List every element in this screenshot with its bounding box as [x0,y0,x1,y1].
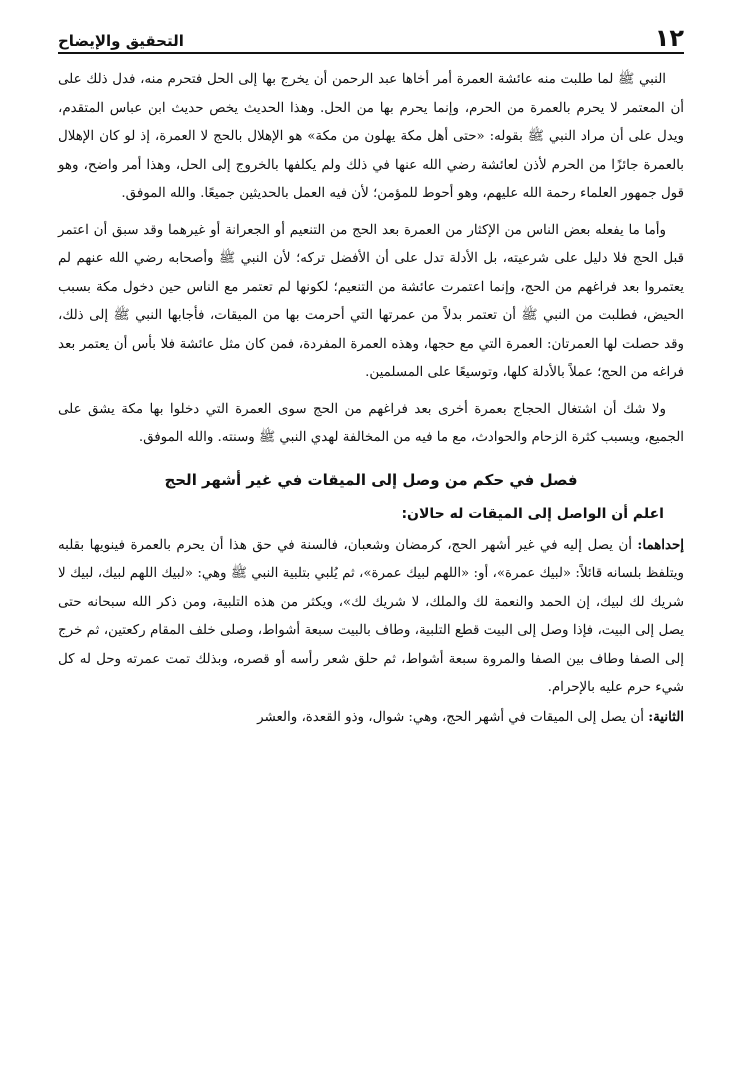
running-head-title: التحقيق والإيضاح [58,32,184,50]
first-case-text: أن يصل إليه في غير أشهر الحج، كرمضان وشعبان، فالسنة في حق هذا أن يحرم بالعمرة فينويها بقلبه ويتلفظ بلسانه قائلاً: «لبيك عمرة»، أو: «اللهم لبيك عمرة»، ثم يُلبي بتلبية النبي ﷺ وهي: «لبيك اللهم لبيك، لبيك لا شريك لك لبيك، إن الحمد والنعمة لك والملك، لا شريك لك»، ويكثر من هذه التلبية، ومن ذكر الله سبحانه حتى يصل إلى البيت، فإذا وصل إلى البيت قطع التلبية، وطاف بالبيت سبعة أشواط، وصلى خلف المقام ركعتين، ثم خرج إلى الصفا وطاف بين الصفا والمروة سبعة أشواط، ثم حلق شعر رأسه أو قصره، وبذلك تمت عمرته وحل له كل شيء حرم عليه بالإحرام. [58,537,684,695]
second-case-label: الثانية: [648,708,684,725]
first-case-label: إحداهما: [637,536,684,553]
section-lead: اعلم أن الواصل إلى الميقات له حالان: [401,505,664,522]
paragraph-gap [58,209,684,217]
paragraph-repeated-umrah: وأما ما يفعله بعض الناس من الإكثار من العمرة بعد الحج من التنعيم أو الجعرانة أو غيرهما وقد سبق أن اعتمر قبل الحج فلا دليل على شرعيته، بل الأدلة تدل على أن الأفضل تركه؛ لأن النبي ﷺ وأصحابه رضي الله عنهم لم يعتمروا بعد فراغهم من الحج، وإنما اعتمرت عائشة من التنعيم؛ لكونها لم تعتمر مع الناس حين دخول مكة بسبب الحيض، فطلبت من النبي ﷺ أن تعتمر بدلاً من عمرتها التي أحرمت بها من الميقات، فأجابها النبي ﷺ إلى ذلك، وقد حصلت لها العمرتان: العمرة التي مع حجها، وهذه العمرة المفردة، فمن كان مثل عائشة فلا بأس أن يعتمر بعد فراغه من الحج؛ عملاً بالأدلة كلها، وتوسيعًا على المسلمين. [58,222,684,380]
second-case-text: أن يصل إلى الميقات في أشهر الحج، وهي: شوال، وذو القعدة، والعشر [257,709,649,725]
paragraph-gap [58,388,684,396]
paragraph-umrah-from-hill: النبي ﷺ لما طلبت منه عائشة العمرة أمر أخاها عبد الرحمن أن يخرج بها إلى الحل فتحرم منه، فدل ذلك على أن المعتمر لا يحرم بالعمرة من الحرم، وإنما يحرم بها من الحل. وهذا الحديث يخص حديث ابن عباس المتقدم، ويدل على أن مراد النبي ﷺ بقوله: «حتى أهل مكة يهلون من مكة» هو الإهلال بالحج لا العمرة، إذ لو كان الإهلال بالعمرة جائزًا من الحرم لأذن لعائشة رضي الله عنها في ذلك ولم يكلفها بالخروج إلى الحل، وهذا أمر واضح، وهو قول جمهور العلماء رحمة الله عليهم، وهو أحوط للمؤمن؛ لأن فيه العمل بالحديثين جميعًا. والله الموفق. [58,72,684,201]
paragraph-first-case [58,531,684,703]
paragraph-second-case [58,703,684,733]
page-number: ١٢ [654,24,684,52]
running-head [58,22,684,54]
section-heading: فصل في حكم من وصل إلى الميقات في غير أشهر الحج [164,470,578,489]
book-page [58,22,684,1085]
paragraph-crowding: ولا شك أن اشتغال الحجاج بعمرة أخرى بعد فراغهم من الحج سوى العمرة التي دخلوا بها مكة يشق على الجميع، ويسبب كثرة الزحام والحوادث، مع ما فيه من المخالفة لهدي النبي ﷺ وسنته. والله الموفق. [58,401,684,445]
